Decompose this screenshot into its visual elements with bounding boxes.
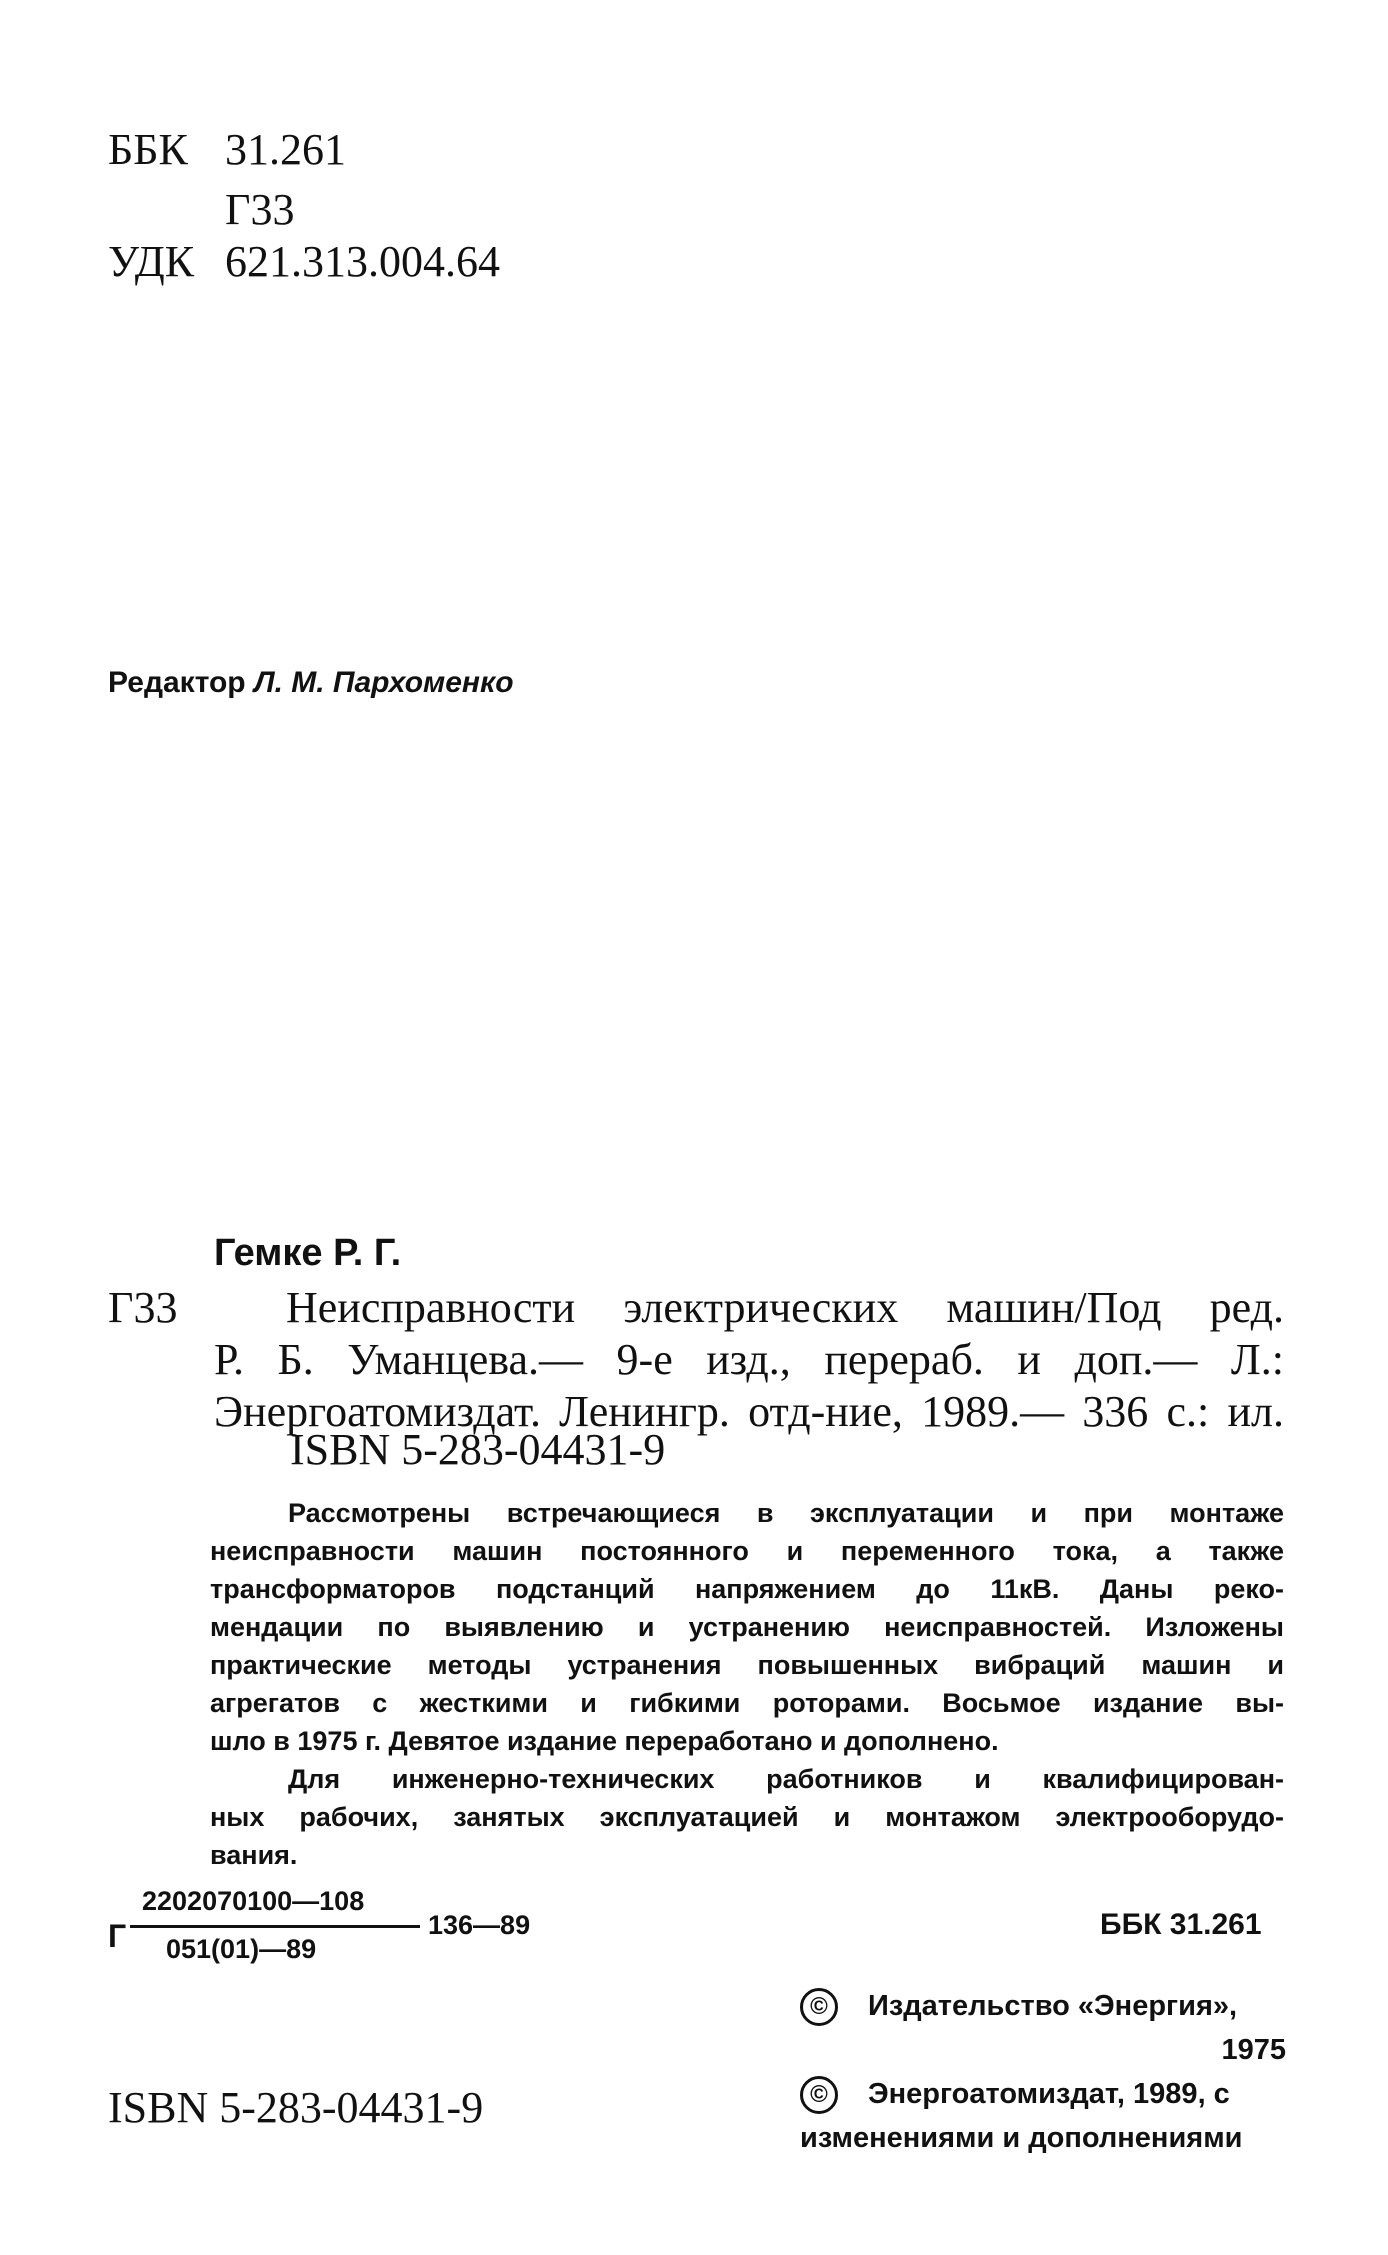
- abstract-line: шло в 1975 г. Девятое издание переработано и дополнено.: [210, 1726, 999, 1756]
- copyright-icon: ©: [800, 2076, 838, 2114]
- copyright-entry-1: [800, 1984, 1286, 2072]
- copyright-entry-2: [800, 2072, 1286, 2160]
- copyright-year: 1975: [1221, 2034, 1286, 2066]
- abstract-line: неисправности машин постоянного и переменного тока, а также: [210, 1536, 1284, 1566]
- udk-code: 621.313.004.64: [225, 237, 500, 286]
- record-body: [214, 1283, 1284, 1442]
- record-mark: Г33: [108, 1283, 178, 1332]
- author-mark: Г33: [225, 185, 295, 234]
- record-line-2: Р. Б. Уманцева.— 9-е изд., перераб. и доп.— Л.:: [214, 1335, 1284, 1384]
- copyright-publisher-2: Энергоатомиздат, 1989, с: [868, 2078, 1230, 2110]
- code-denominator: 051(01)—89: [166, 1934, 317, 1964]
- record-line-1: Неисправности электрических машин/Под ред.: [286, 1283, 1284, 1332]
- bbk-label: ББК: [108, 125, 188, 174]
- record-author: Гемке Р. Г.: [214, 1232, 402, 1274]
- bbk-code: 31.261: [225, 125, 346, 174]
- code-numerator: 2202070100—108: [142, 1886, 365, 1916]
- audience-line: Для инженерно-технических работников и квалифицирован-: [288, 1764, 1284, 1794]
- udk-label: УДК: [108, 237, 195, 286]
- abstract-line: трансформаторов подстанций напряжением до 11кВ. Даны реко-: [210, 1574, 1284, 1604]
- copyright-icon: ©: [800, 1988, 838, 2026]
- editor-name: Л. М. Пархоменко: [253, 666, 514, 699]
- record-isbn: ISBN 5-283-04431-9: [290, 1425, 666, 1474]
- copyright-block: [800, 1984, 1286, 2160]
- code-suffix: 136—89: [428, 1910, 531, 1940]
- copyright-note: изменениями и дополнениями: [800, 2122, 1243, 2154]
- abstract-line: практические методы устранения повышенных вибраций машин и: [210, 1650, 1284, 1680]
- abstract-line: Рассмотрены встречающиеся в эксплуатации и при монтаже: [288, 1498, 1284, 1528]
- copyright-publisher: Издательство «Энергия»,: [868, 1990, 1238, 2022]
- code-bbk: ББК 31.261: [1100, 1908, 1262, 1941]
- abstract-line: агрегатов с жесткими и гибкими роторами. Восьмое издание вы-: [210, 1688, 1284, 1718]
- abstract: [210, 1494, 1284, 1874]
- audience-line: вания.: [210, 1840, 298, 1870]
- record-line-3: Энергоатомиздат. Ленингр. отд-ние, 1989.— 336 с.: ил.: [214, 1387, 1284, 1436]
- code-prefix: Г: [108, 1918, 127, 1954]
- editor-role: Редактор: [108, 666, 246, 699]
- fraction-bar: [130, 1925, 420, 1928]
- audience-line: ных рабочих, занятых эксплуатацией и монтажом электрооборудо-: [210, 1802, 1284, 1832]
- editor-line: [108, 666, 514, 700]
- abstract-line: мендации по выявлению и устранению неисправностей. Изложены: [210, 1612, 1284, 1642]
- isbn-bottom: ISBN 5-283-04431-9: [108, 2083, 484, 2132]
